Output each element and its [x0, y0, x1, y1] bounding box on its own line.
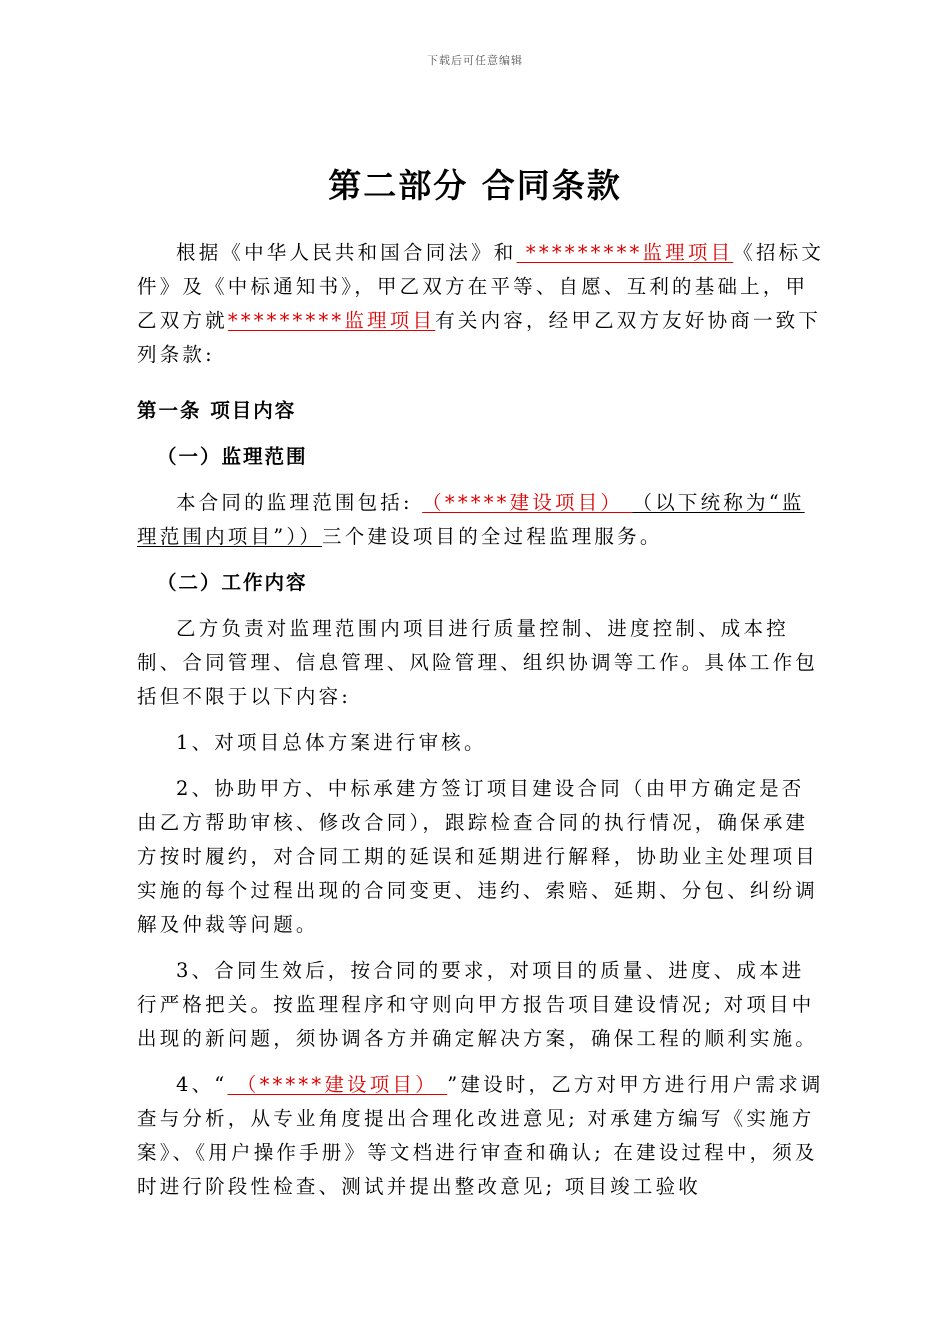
- work-item-1: 1、对项目总体方案进行审核。: [176, 731, 487, 754]
- work-item-4: [137, 1068, 827, 1204]
- scope-paragraph: [137, 486, 827, 554]
- scope-project-placeholder: （*****建设项目）: [422, 491, 633, 514]
- project-name-placeholder-1: *********监理项目: [516, 241, 734, 264]
- scope-text-2: 三个建设项目的全过程监理服务。: [322, 525, 663, 548]
- article-1-heading: 第一条 项目内容: [137, 399, 297, 422]
- work-item-3: 3、合同生效后，按合同的要求，对项目的质量、进度、成本进行严格把关。按监理程序和守则向甲方报告项目建设情况; 对项目中出现的新问题，须协调各方并确定解决方案，确保工程的顺利实施。: [137, 959, 819, 1050]
- page-title: 第二部分 合同条款: [328, 166, 622, 205]
- item4-project-placeholder: （*****建设项目）: [227, 1073, 448, 1096]
- page-header-note: 下载后可任意编辑: [427, 54, 523, 67]
- intro-text-2: 《招标文件》及《中标通知书》，甲乙双方在平等、自愿、互利的基础上，甲乙双方就: [137, 241, 825, 332]
- item4-text-1: 4、“: [176, 1073, 228, 1096]
- section-2-heading: （二）工作内容: [157, 571, 308, 594]
- work-item-2: 2、协助甲方、中标承建方签订项目建设合同（由甲方确定是否由乙方帮助审核、修改合同），跟踪检查合同的执行情况，确保承建方按时履约，对合同工期的延误和延期进行解释，协助业主处理项目实施的每个过程出现的合同变更、违约、索赔、延期、分包、纠纷调解及仲裁等问题。: [137, 777, 819, 936]
- project-name-placeholder-2: *********监理项目: [227, 309, 436, 332]
- scope-underlined-text: （以下统称为“监理范围内项目”））: [137, 491, 805, 548]
- intro-text-1: 根据《中华人民共和国合同法》和: [176, 241, 517, 264]
- intro-text-3: 有关内容，经甲乙双方友好协商一致下列条款:: [137, 309, 822, 366]
- work-content-paragraph: 乙方负责对监理范围内项目进行质量控制、进度控制、成本控制、合同管理、信息管理、风险管理、组织协调等工作。具体工作包括但不限于以下内容:: [137, 617, 819, 708]
- intro-paragraph: [137, 236, 827, 372]
- section-1-heading: （一）监理范围: [157, 445, 308, 468]
- document-body: [137, 236, 827, 1204]
- item4-text-2: ”建设时，乙方对甲方进行用户需求调查与分析，从专业角度提出合理化改进意见; 对承建方编写《实施方案》、《用户操作手册》等文档进行审查和确认; 在建设过程中，须及时进行阶段性检查、测试并提出整改意见; 项目竣工验收: [137, 1073, 824, 1198]
- scope-text-1: 本合同的监理范围包括:: [176, 491, 423, 514]
